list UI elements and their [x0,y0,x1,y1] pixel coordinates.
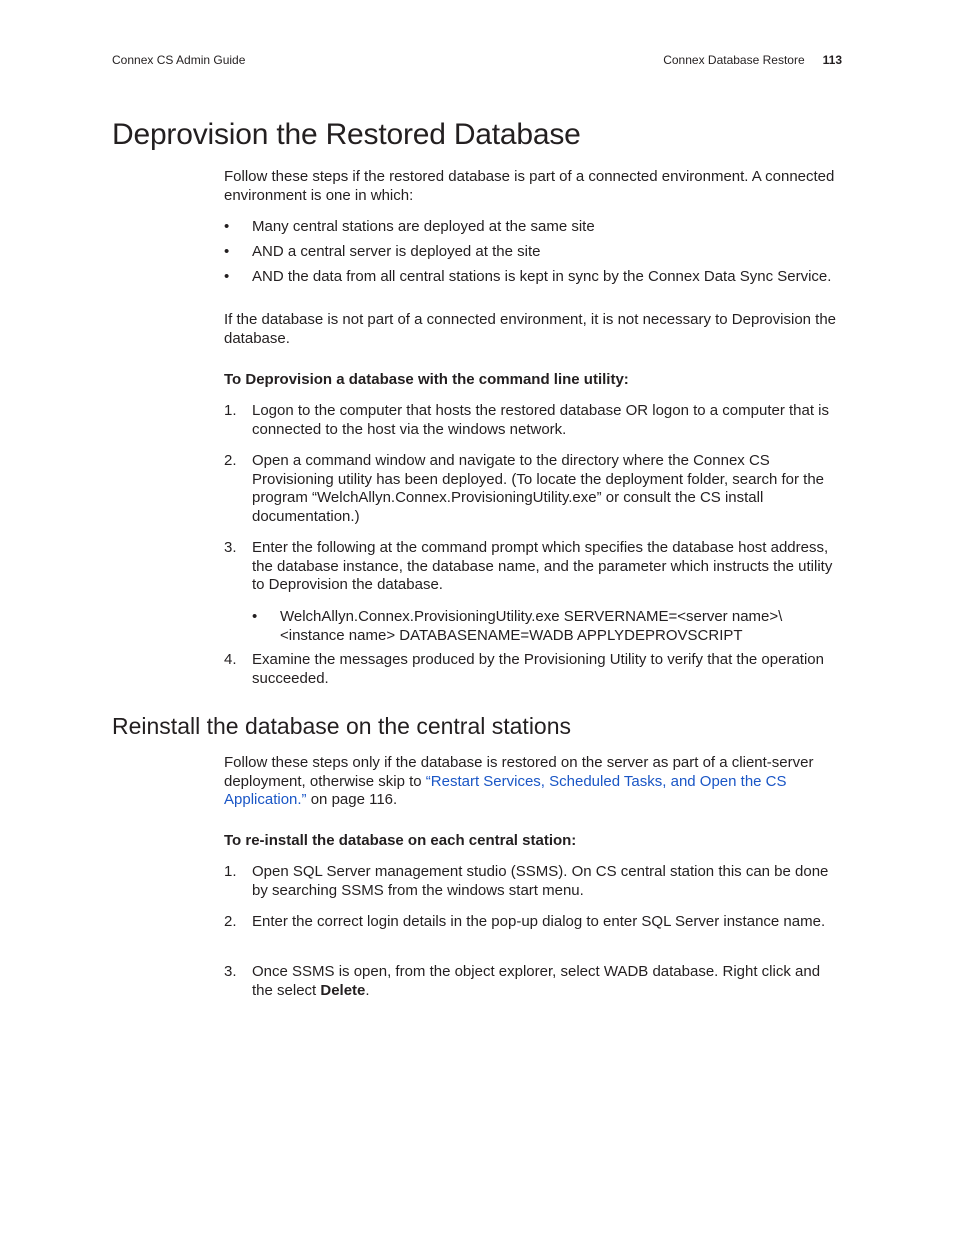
running-header-section [663,52,842,68]
intro-text-before: Follow these steps only if the database is restored on the server as part of a client-server deployment, otherwise skip to [224,754,814,790]
step-text-after: . [365,981,370,999]
running-header-title: Connex CS Admin Guide [112,53,246,67]
note-paragraph: If the database is not part of a connected environment, it is not necessary to Deprovision the database. [224,311,837,347]
bullet-text: Many central stations are deployed at the same site [252,218,595,235]
section-title-deprovision: Deprovision the Restored Database [112,118,581,151]
intro-text-after: on page 116. [306,791,398,809]
step-number: 4. [224,651,237,668]
step-number: 1. [224,402,237,419]
step-item [224,402,844,439]
bullet-item [224,218,844,237]
step-item [224,963,844,1000]
bullet-marker: • [224,268,230,285]
bullet-item [224,243,844,262]
bullet-item [224,268,844,287]
step-number: 1. [224,863,237,880]
reinstall-procedure-heading: To re-install the database on each central station: [224,832,577,849]
command-text: WelchAllyn.Connex.ProvisioningUtility.exe SERVERNAME=<server name>\<instance name> DATABASENAME=WADB APPLYDEPROVSCRIPT [280,608,783,644]
reinstall-intro-paragraph [224,754,844,810]
section-title-reinstall: Reinstall the database on the central stations [112,713,572,739]
running-header-section-label: Connex Database Restore [663,53,805,67]
step-number: 3. [224,963,237,980]
step-text: Logon to the computer that hosts the restored database OR logon to a computer that is connected to the host via the windows network. [252,402,830,438]
intro-paragraph: Follow these steps if the restored database is part of a connected environment. A connected environment is one in which: [224,168,835,204]
step-number: 2. [224,452,237,469]
restart-services-link[interactable]: “Restart Services, Scheduled Tasks, and Open the CS Application.” [224,772,787,809]
bullet-text: AND the data from all central stations is kept in sync by the Connex Data Sync Service. [252,268,832,285]
step-text [252,963,844,1000]
bullet-marker: • [252,608,258,625]
step-text: Open a command window and navigate to the directory where the Connex CS Provisioning utility has been deployed. (To locate the deployment folder, search for the program “WelchAllyn.Connex.ProvisioningUtility.exe” or consult the CS install documentation.) [252,452,825,526]
bullet-text: AND a central server is deployed at the site [252,243,541,260]
step-item [224,913,844,932]
page-number: 113 [822,53,842,67]
delete-keyword: Delete [320,981,366,999]
procedure-heading: To Deprovision a database with the command line utility: [224,371,629,388]
step-number: 3. [224,539,237,556]
step-item [224,863,844,900]
step-number: 2. [224,913,237,930]
step-text-before: Once SSMS is open, from the object explorer, select WADB database. Right click and the select [252,963,821,999]
step-text: Enter the following at the command prompt which specifies the database host address, the database instance, the database name, and the parameter which instructs the utility to Deprovision the database. [252,539,833,594]
step-item [224,452,844,527]
bullet-marker: • [224,243,230,260]
step-text: Examine the messages produced by the Provisioning Utility to verify that the operation succeeded. [252,651,824,687]
command-bullet [252,608,844,645]
step-text: Open SQL Server management studio (SSMS). On CS central station this can be done by searching SSMS from the windows start menu. [252,863,829,899]
step-item [224,539,844,595]
step-text: Enter the correct login details in the pop-up dialog to enter SQL Server instance name. [252,913,826,930]
bullet-marker: • [224,218,230,235]
step-item [224,651,844,688]
